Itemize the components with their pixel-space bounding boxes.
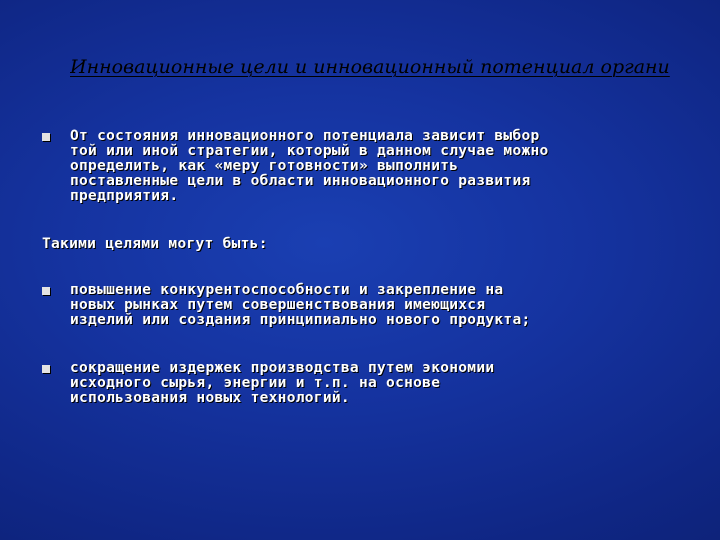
- text-line: поставленные цели в области инновационного развития: [70, 173, 531, 189]
- text-line: сокращение издержек производства путем экономии: [70, 360, 495, 376]
- text-line: использования новых технологий.: [70, 390, 350, 406]
- text-line: новых рынках путем совершенствования имеющихся: [70, 297, 486, 313]
- goals-heading: Такими целями могут быть:: [42, 236, 268, 252]
- square-bullet-icon: [42, 133, 50, 141]
- text-line: предприятия.: [70, 188, 179, 204]
- text-line: той или иной стратегии, который в данном случае можно: [70, 143, 549, 159]
- text-line: определить, как «меру готовности» выполнить: [70, 158, 459, 174]
- text-line: изделий или создания принципиально нового продукта;: [70, 312, 531, 328]
- square-bullet-icon: [42, 365, 50, 373]
- slide-title: Инновационные цели и инновационный потенциал органи: [70, 56, 670, 78]
- text-line: От состояния инновационного потенциала зависит выбор: [70, 128, 540, 144]
- goal-bullet-text: [70, 283, 710, 328]
- square-bullet-icon: [42, 287, 50, 295]
- text-line: исходного сырья, энергии и т.п. на основе: [70, 375, 441, 391]
- intro-bullet-text: [70, 129, 710, 204]
- text-line: повышение конкурентоспособности и закрепление на: [70, 282, 504, 298]
- goal-bullet-text: [70, 361, 710, 406]
